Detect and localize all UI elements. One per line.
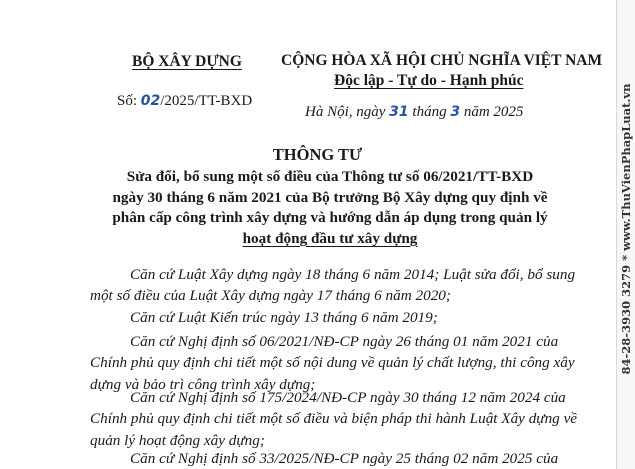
date-day-handwritten: 31 [389,104,409,120]
document-subject [70,167,590,249]
preamble-paragraph [90,448,558,469]
preamble-paragraph [90,264,575,307]
country-name: CỘNG HÒA XÃ HỘI CHỦ NGHĨA VIỆT NAM [281,52,603,69]
document-number-handwritten: 02 [140,93,161,109]
document-number-suffix: /2025/TT-BXD [160,93,253,109]
watermark-strip [616,0,635,469]
date-month-handwritten: 3 [450,104,461,120]
preamble-paragraph [90,331,575,395]
preamble-paragraph [90,387,577,451]
motto: Độc lập - Tự do - Hạnh phúc [334,72,524,89]
paragraph-line: Căn cứ Nghị định số 33/2025/NĐ-CP ngày 25 tháng 02 năm 2025 của [130,450,559,467]
paragraph-line: Căn cứ Nghị định số 06/2021/NĐ-CP ngày 26 tháng 01 năm 2021 của [130,333,559,350]
paragraph-line: Căn cứ Luật Xây dựng ngày 18 tháng 6 năm 2014; Luật sửa đổi, bổ sung [130,266,576,283]
document-number-prefix: Số: [117,93,141,109]
subject-line: ngày 30 tháng 6 năm 2021 của Bộ trưởng Bộ Xây dựng quy định về [112,188,548,206]
paragraph-line: dựng và bảo trì công trình xây dựng; [90,375,316,393]
subject-line: Sửa đổi, bổ sung một số điều của Thông tư số 06/2021/TT-BXD [126,168,534,185]
document-type-heading: THÔNG TƯ [272,145,363,164]
date-prefix: Hà Nội, ngày [305,104,390,120]
paragraph-line: Căn cứ Nghị định số 175/2024/NĐ-CP ngày 30 tháng 12 năm 2024 của [130,389,566,406]
paragraph-line: quản lý hoạt động xây dựng; [90,431,265,449]
paragraph-line: một số điều của Luật Xây dựng ngày 17 tháng 6 năm 2020; [90,287,451,305]
ministry-name: BỘ XÂY DỰNG [132,53,242,70]
document-number [117,93,252,110]
paragraph-line: Căn cứ Luật Kiến trúc ngày 13 tháng 6 năm 2019; [130,309,438,326]
document-date [305,104,523,121]
subject-line: hoạt động đầu tư xây dựng [242,229,418,247]
preamble-paragraph [130,307,438,328]
date-suffix: năm 2025 [460,104,524,120]
paragraph-line: Chính phủ quy định chi tiết một số điều và biện pháp thi hành Luật Xây dựng về [90,410,578,428]
subject-line: phân cấp công trình xây dựng và hướng dẫn áp dụng trong quản lý [112,209,548,227]
watermark-text: 84-28-3930 3279 * www.ThuVienPhapLuat.vn [619,83,633,375]
paragraph-line: Chính phủ quy định chi tiết một số nội dung về quản lý chất lượng, thi công xây [90,354,575,372]
date-mid: tháng [408,104,451,120]
